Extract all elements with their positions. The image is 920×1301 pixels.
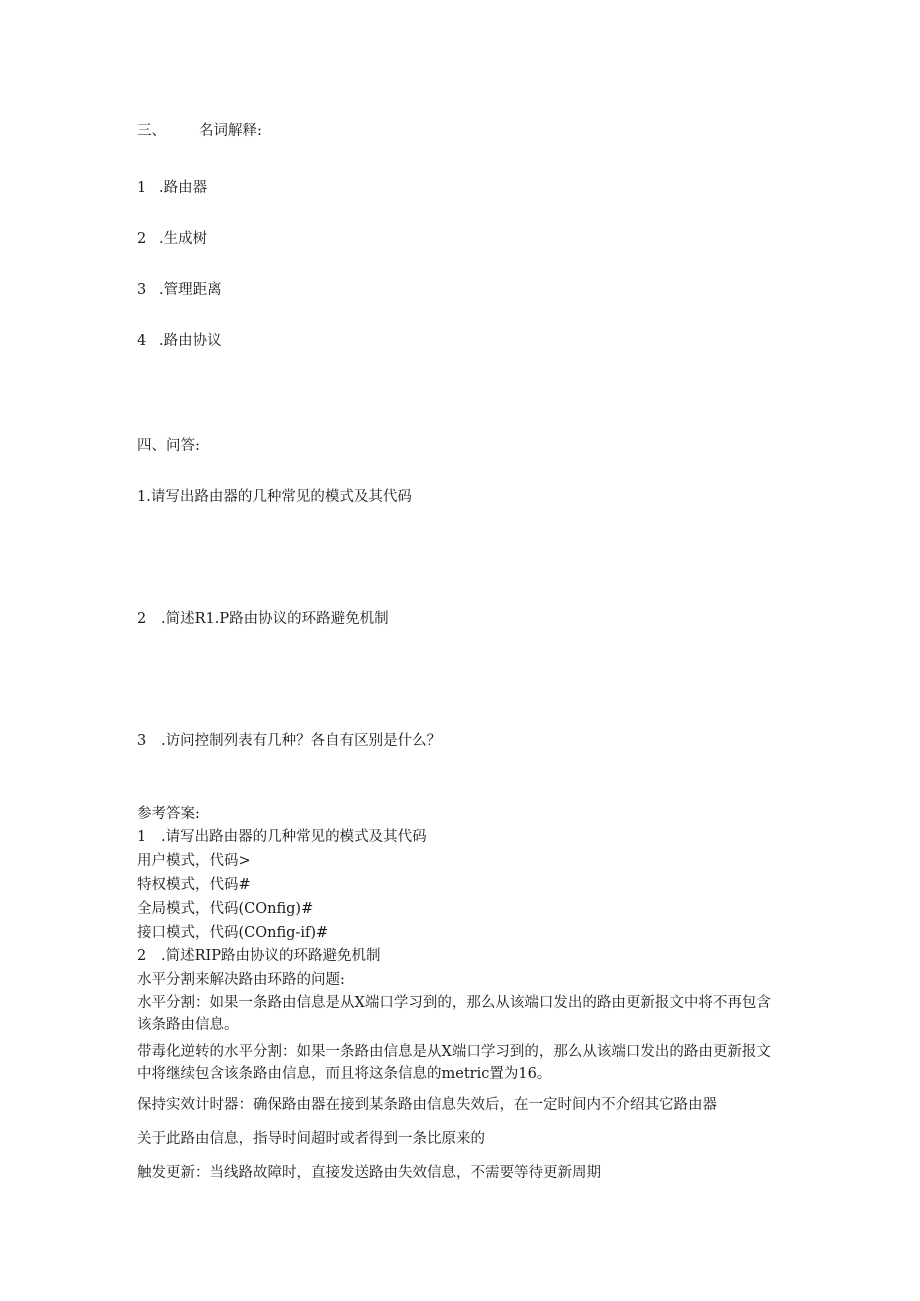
holddown-timer-continuation: 关于此路由信息，指导时间超时或者得到一条比原来的: [137, 1131, 485, 1147]
answer-number: 1: [137, 829, 147, 845]
section-three-number: 三、: [137, 123, 166, 139]
question-text: .简述R1.P路由协议的环路避免机制: [161, 611, 389, 627]
section-three-title: 名词解释:: [199, 123, 262, 139]
answers-title: 参考答案:: [137, 806, 200, 822]
mode-user: 用户模式，代码>: [137, 853, 251, 869]
question-text: .访问控制列表有几种？各自有区别是什么？: [161, 733, 442, 749]
term-number: 4: [137, 333, 147, 349]
mode-privileged: 特权模式，代码#: [137, 877, 251, 893]
question-2: [137, 610, 389, 628]
loop-avoidance-intro: 水平分割来解决路由环路的问题:: [137, 972, 345, 988]
poison-reverse-paragraph: 带毒化逆转的水平分割：如果一条路由信息是从X端口学习到的，那么从该端口发出的路由更新报文中将继续包含该条路由信息，而且将这条信息的metric置为16。: [137, 1044, 771, 1082]
section-four-heading: 四、问答:: [137, 438, 200, 454]
question-1: 1.请写出路由器的几种常见的模式及其代码: [137, 489, 412, 505]
term-number: 2: [137, 231, 147, 247]
term-number: 1: [137, 180, 147, 196]
term-item-4: [137, 332, 222, 350]
split-horizon-paragraph: 水平分割：如果一条路由信息是从X端口学习到的，那么从该端口发出的路由更新报文中将不再包含该条路由信息。: [137, 995, 771, 1033]
answer-question-text: .简述RIP路由协议的环路避免机制: [161, 948, 381, 964]
mode-global: 全局模式，代码(COnfig)#: [137, 901, 314, 917]
triggered-update-paragraph: 触发更新：当线路故障时，直接发送路由失效信息，不需要等待更新周期: [137, 1165, 601, 1181]
answer-q2-heading: [137, 947, 381, 965]
holddown-timer-paragraph: 保持实效计时器：确保路由器在接到某条路由信息失效后，在一定时间内不介绍其它路由器: [137, 1097, 717, 1113]
question-3: [137, 732, 441, 750]
term-text: .路由器: [159, 180, 208, 196]
term-item-1: [137, 179, 207, 197]
section-three-heading: [137, 122, 262, 140]
question-number: 3: [137, 733, 147, 749]
term-item-2: [137, 230, 207, 248]
answer-number: 2: [137, 948, 147, 964]
term-text: .路由协议: [159, 333, 222, 349]
term-text: .生成树: [159, 231, 208, 247]
answer-question-text: .请写出路由器的几种常见的模式及其代码: [161, 829, 427, 845]
term-item-3: [137, 281, 222, 299]
term-text: .管理距离: [159, 282, 222, 298]
term-number: 3: [137, 282, 147, 298]
mode-interface: 接口模式，代码(COnfig-if)#: [137, 925, 329, 941]
answer-q1-heading: [137, 828, 427, 846]
question-number: 2: [137, 611, 147, 627]
